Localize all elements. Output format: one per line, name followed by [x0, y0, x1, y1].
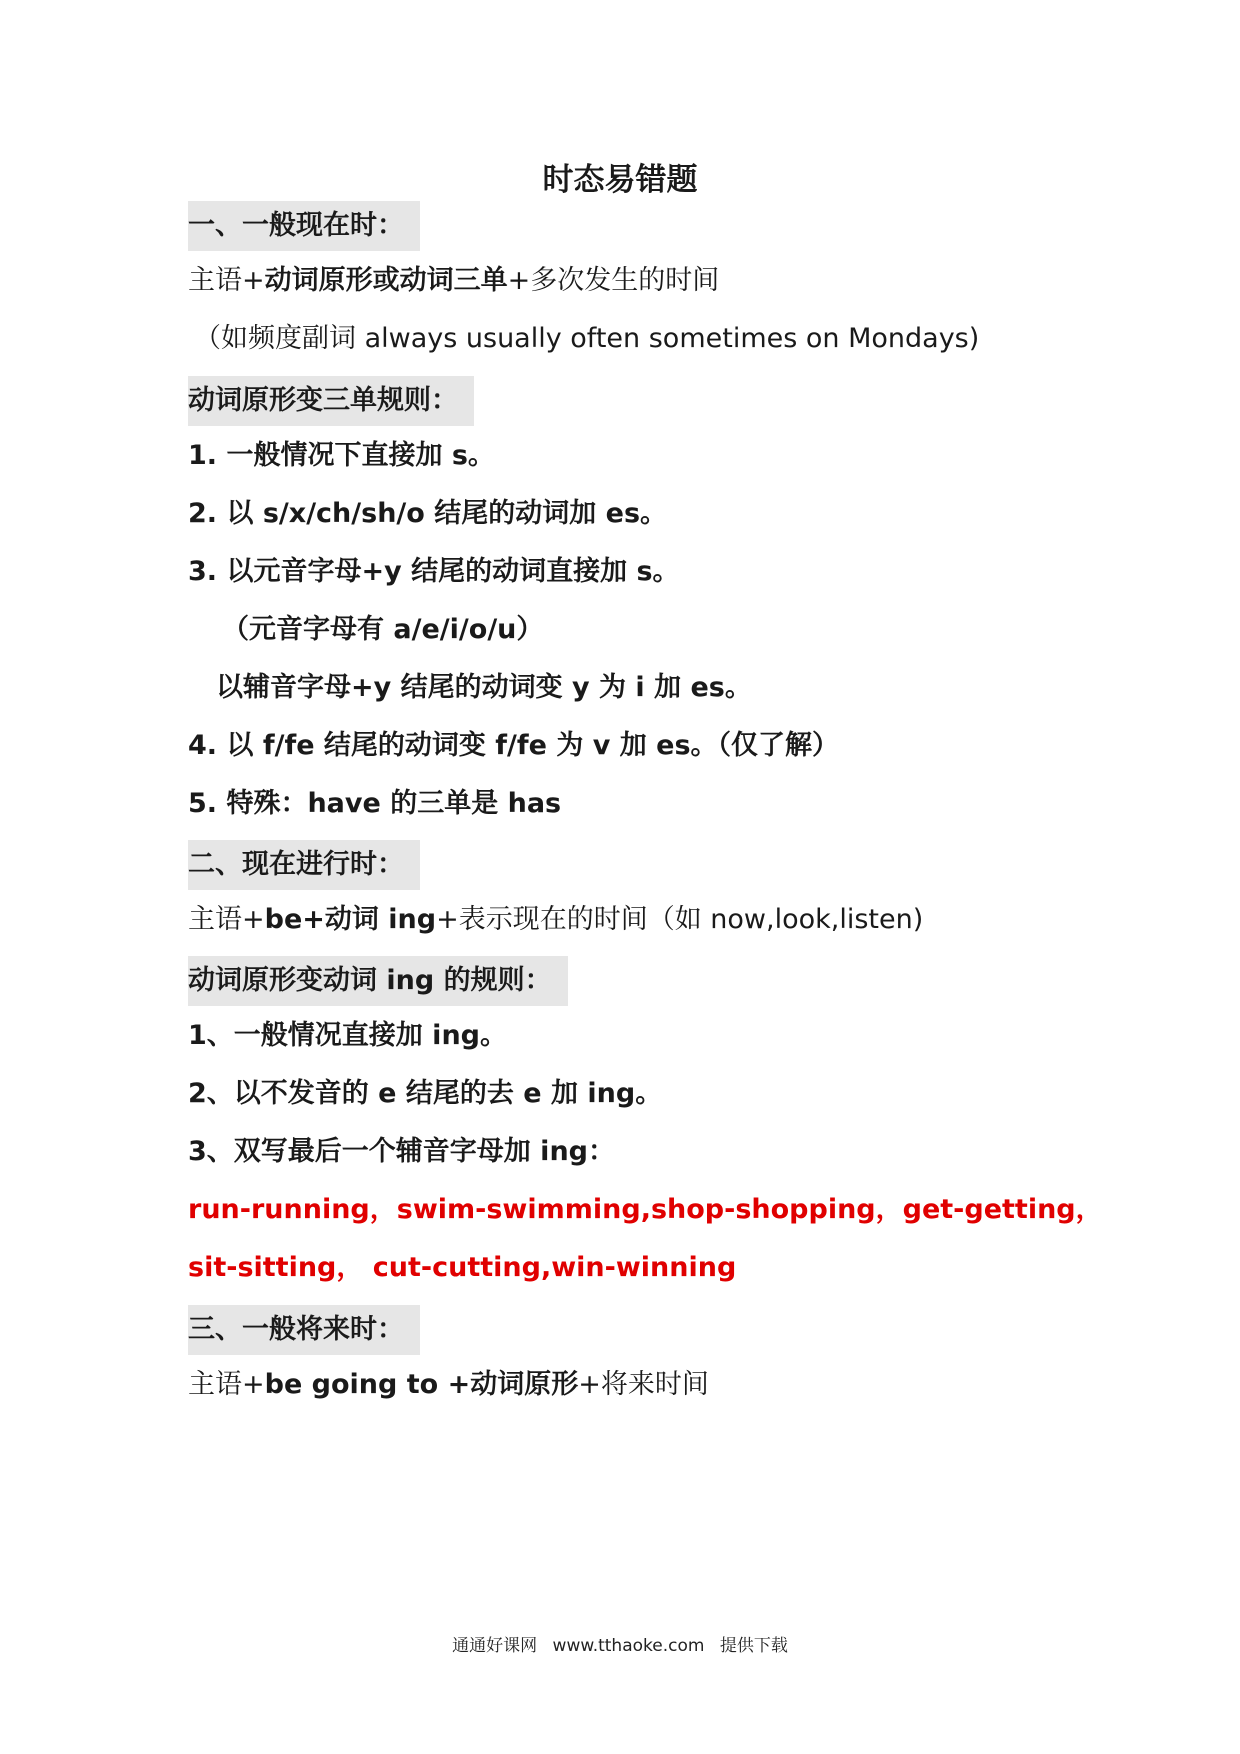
footer-site-name: 通通好课网 — [452, 1636, 538, 1656]
example-line: run-running，swim-swimming,shop-shopping，get-getting， — [188, 1194, 1103, 1225]
footer-url: www.tthaoke.com — [552, 1636, 705, 1656]
page-title: 时态易错题 — [542, 162, 698, 198]
section-1-note: （如频度副词 always usually often sometimes on Mondays) — [194, 323, 980, 354]
rule-item: 3、双写最后一个辅音字母加 ing： — [188, 1136, 615, 1167]
rule-item: 4. 以 f/fe 结尾的动词变 f/fe 为 v 加 es。（仅了解） — [188, 730, 840, 761]
section-1-formula: 主语+动词原形或动词三单+多次发生的时间 — [188, 265, 720, 296]
page-footer — [0, 1634, 1240, 1658]
rule-item: （元音字母有 a/e/i/o/u） — [222, 614, 544, 645]
rule-item: 2. 以 s/x/ch/sh/o 结尾的动词加 es。 — [188, 498, 668, 529]
section-2-rules-heading: 动词原形变动词 ing 的规则： — [188, 956, 568, 1006]
section-3-formula: 主语+be going to +动词原形+将来时间 — [188, 1369, 709, 1400]
footer-download-text: 提供下载 — [719, 1636, 788, 1656]
section-3-heading: 三、一般将来时： — [188, 1305, 420, 1355]
rule-item: 以辅音字母+y 结尾的动词变 y 为 i 加 es。 — [216, 672, 752, 703]
section-2-heading: 二、现在进行时： — [188, 840, 420, 890]
rule-item: 5. 特殊：have 的三单是 has — [188, 788, 562, 819]
section-1-heading — [188, 201, 420, 251]
rule-item: 3. 以元音字母+y 结尾的动词直接加 s。 — [188, 556, 680, 587]
rule-item: 1、一般情况直接加 ing。 — [188, 1020, 507, 1051]
example-line: sit-sitting， cut-cutting,win-winning — [188, 1252, 737, 1283]
section-heading-text: 一、一般现在时： — [188, 201, 420, 251]
section-1-rules-heading: 动词原形变三单规则： — [188, 376, 474, 426]
rule-item: 1. 一般情况下直接加 s。 — [188, 440, 495, 471]
rule-item: 2、以不发音的 e 结尾的去 e 加 ing。 — [188, 1078, 663, 1109]
section-2-formula: 主语+be+动词 ing+表示现在的时间（如 now,look,listen) — [188, 904, 924, 935]
